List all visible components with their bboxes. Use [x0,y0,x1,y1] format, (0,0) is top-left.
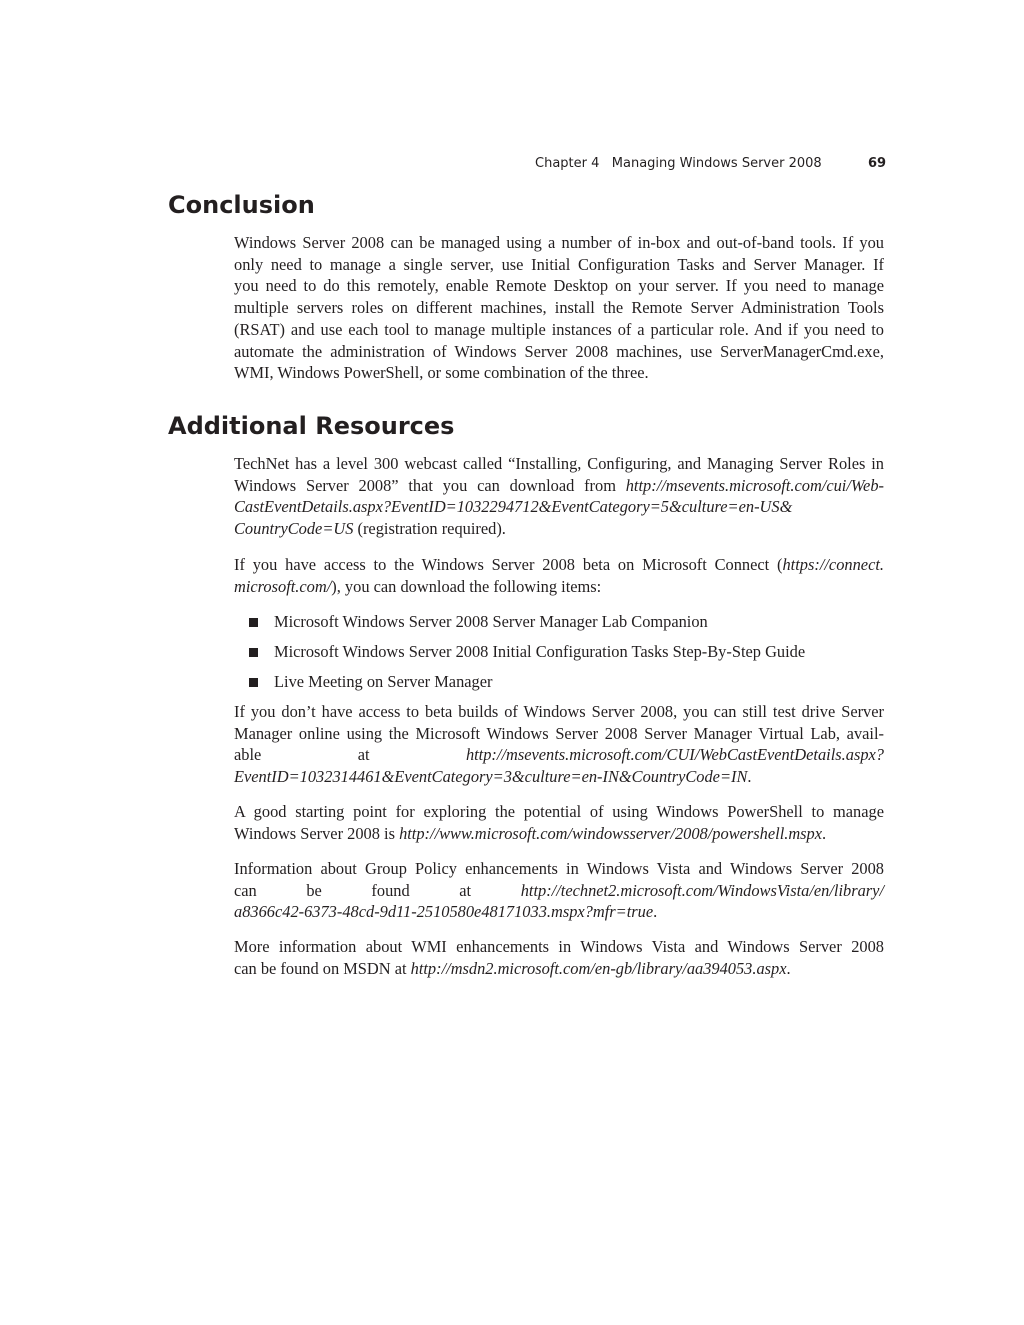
body-text: A good starting point for exploring the potential of using Windows PowerShell to manage [234,802,884,821]
body-text: (registration required). [353,519,506,539]
paragraph-line [234,453,884,475]
url-text: http://msevents.microsoft.com/CUI/WebCastEventDetails.aspx? [465,745,884,765]
body-text: Information about Group Policy enhancements in Windows Vista and Windows Server 2008 [234,859,884,878]
body-text: . [653,902,658,922]
paragraph-line [234,801,884,823]
body-text: Windows Server 2008 is [234,823,400,843]
paragraph-line [234,936,884,958]
paragraph-line [234,901,884,923]
bullet-list-item: Microsoft Windows Server 2008 Server Manager Lab Companion [274,612,708,631]
url-text: http://technet2.microsoft.com/WindowsVista/en/library/ [520,880,884,900]
body-text: TechNet has a level 300 webcast called “Installing, Configuring, and Managing Server Roles in [234,454,884,473]
body-text: (RSAT) and use each tool to manage multiple instances of a particular role. And if you need to [234,319,884,339]
body-text: Windows Server 2008” that you can download from [234,475,626,495]
body-text: can be found at [234,880,521,900]
body-text: multiple servers roles on different machines, install the Remote Server Administration Tools [234,298,884,318]
paragraph-line [234,232,884,254]
paragraph-line [234,254,884,276]
paragraph-line [234,319,884,341]
url-text: http://msdn2.microsoft.com/en-gb/library/aa394053.aspx [410,958,787,978]
paragraph-line [234,362,884,384]
paragraph-line [234,880,884,902]
page-number: 69 [868,156,887,171]
body-text: If you don’t have access to beta builds of Windows Server 2008, you can still test drive Server [234,702,884,721]
paragraph-line [234,766,884,788]
body-text: automate the administration of Windows Server 2008 machines, use ServerManagerCmd.exe, [234,341,884,361]
body-text: . [747,767,752,787]
paragraph-line [234,496,884,518]
paragraph-line [234,744,884,766]
section-heading: Additional Resources [168,412,455,440]
section-heading: Conclusion [168,191,315,219]
body-text: Windows Server 2008 can be managed using a number of in-box and out-of-band tools. If you [234,233,884,252]
paragraph-line [234,275,884,297]
paragraph-line [234,701,884,723]
url-text: microsoft.com/ [234,576,332,596]
chapter-title: Chapter 4 Managing Windows Server 2008 [535,156,822,171]
paragraph-line [234,823,884,845]
url-text: https://connect. [782,555,884,574]
paragraph-line [234,297,884,319]
bullet-list-item: Microsoft Windows Server 2008 Initial Configuration Tasks Step-By-Step Guide [274,642,806,661]
paragraph-line [234,554,884,576]
paragraph-line [234,475,884,497]
bullet-square-icon [249,678,258,687]
url-text: EventID=1032314461&EventCategory=3&culture=en-IN&CountryCode=IN [234,767,748,787]
paragraph-line [234,723,884,745]
url-text: CastEventDetails.aspx?EventID=1032294712&EventCategory=5&culture=en-US& [234,497,793,517]
body-text: . [786,958,791,978]
paragraph-line [234,958,884,980]
url-text: http://msevents.microsoft.com/cui/Web- [625,475,884,495]
body-text: you need to do this remotely, enable Remote Desktop on your server. If you need to manage [234,276,884,296]
bullet-square-icon [249,648,258,657]
body-text: More information about WMI enhancements in Windows Vista and Windows Server 2008 [234,937,884,956]
bullet-list-item: Live Meeting on Server Manager [274,672,493,691]
body-text: can be found on MSDN at [234,958,411,978]
url-text: a8366c42-6373-48cd-9d11-2510580e48171033.mspx?mfr=true [234,902,654,922]
paragraph-line [234,341,884,363]
body-text: able at [234,745,466,765]
body-text: Manager online using the Microsoft Windows Server 2008 Server Manager Virtual Lab, avail- [234,723,884,743]
paragraph-line [234,576,884,598]
body-text: If you have access to the Windows Server 2008 beta on Microsoft Connect ( [234,555,783,574]
paragraph-line [234,858,884,880]
body-text: only need to manage a single server, use Initial Configuration Tasks and Server Manager. If [234,254,884,274]
body-text: ), you can download the following items: [331,576,602,596]
url-text: http://www.microsoft.com/windowsserver/2008/powershell.mspx [399,823,823,843]
body-text: . [822,823,827,843]
bullet-square-icon [249,618,258,627]
paragraph-line [234,518,884,540]
body-text: WMI, Windows PowerShell, or some combination of the three. [234,363,649,383]
url-text: CountryCode=US [234,519,354,539]
